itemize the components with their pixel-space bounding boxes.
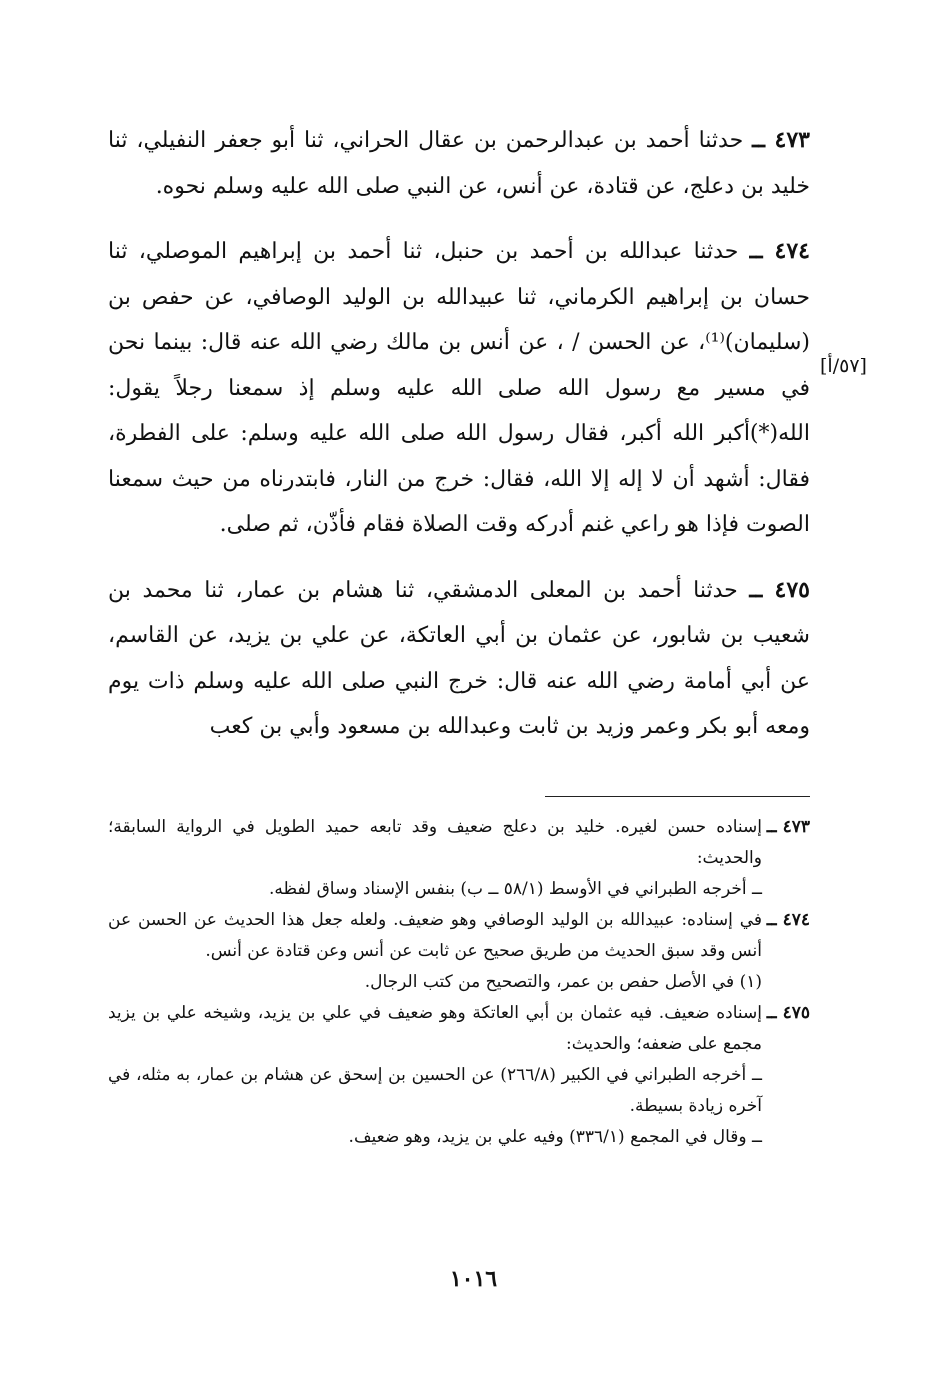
footnote-474: [108, 905, 810, 998]
footnote-line: ــ أخرجه الطبراني في الكبير (٢٦٦/٨) عن الحسين بن إسحق عن هشام بن عمار، به مثله، في آخره زيادة بسيطة.: [108, 1065, 762, 1116]
footnote-line: في إسناده: عبيدالله بن الوليد الوصافي وهو ضعيف. ولعله جعل هذا الحديث عن الحسن عن أنس وقد سبق الحديث من طريق صحيح عن ثابت عن أنس وعن قتادة عن أنس.: [108, 910, 762, 961]
main-text: [108, 118, 810, 770]
page-number: ١٠١٦: [449, 1266, 498, 1292]
footnote-line: ــ وقال في المجمع (٣٣٦/١) وفيه علي بن يزيد، وهو ضعيف.: [348, 1127, 762, 1147]
footnote-text: [108, 998, 762, 1153]
footnote-text: [108, 812, 762, 905]
footnote-number: ٤٧٤ ــ: [766, 910, 810, 930]
hadith-text: حدثنا أحمد بن المعلى الدمشقي، ثنا هشام بن عمار، ثنا محمد بن شعيب بن شابور، عن عثمان بن أبي العاتكة، عن علي بن يزيد، عن القاسم، عن أبي أمامة رضي الله عنه قال: خرج النبي صلى الله عليه وسلم ذات يوم ومعه أبو بكر وعمر وزيد بن ثابت وعبدالله بن مسعود وأبي بن كعب: [108, 577, 810, 739]
hadith-text: حدثنا أحمد بن عبدالرحمن بن عقال الحراني، ثنا أبو جعفر النفيلي، ثنا خليد بن دعلج، عن قتادة، عن أنس، عن النبي صلى الله عليه وسلم نحوه.: [108, 128, 810, 199]
footnote-text: [108, 905, 762, 998]
footnote-line: ــ أخرجه الطبراني في الأوسط (٥٨/١ ــ ب) بنفس الإسناد وساق لفظه.: [268, 879, 762, 899]
hadith-number: ٤٧٣ ــ: [752, 127, 810, 153]
hadith-number: ٤٧٤ ــ: [749, 238, 810, 264]
footnote-473: [108, 812, 810, 905]
footnote-line: إسناده ضعيف. فيه عثمان بن أبي العاتكة وهو ضعيف في علي بن يزيد، وشيخه علي بن يزيد مجمع على ضعفه؛ والحديث:: [108, 1003, 762, 1054]
hadith-473: [108, 118, 810, 209]
footnote-line: (١) في الأصل حفص بن عمر، والتصحيح من كتب الرجال.: [364, 972, 762, 992]
footnote-475: [108, 998, 810, 1153]
footnote-number: ٤٧٣ ــ: [766, 817, 810, 837]
hadith-474: [108, 229, 810, 548]
hadith-475: [108, 568, 810, 750]
footnote-divider: [545, 796, 810, 797]
footnote-line: إسناده حسن لغيره. خليد بن دعلج ضعيف وقد تابعه حميد الطويل في الرواية السابقة؛ والحديث:: [108, 817, 762, 868]
footnote-number: ٤٧٥ ــ: [766, 1003, 810, 1023]
manuscript-folio-marker: [٥٧/أ]: [820, 355, 867, 377]
hadith-number: ٤٧٥ ــ: [749, 576, 810, 603]
hadith-text: حدثنا عبدالله بن أحمد بن حنبل، ثنا أحمد بن إبراهيم الموصلي، ثنا حسان بن إبراهيم الكرماني، ثنا عبيدالله بن الوليد الوصافي، عن حفص بن (سليمان)⁽¹⁾، عن الحسن / ، عن أنس بن مالك رضي الله عنه قال: بينما نحن في مسير مع رسول الله صلى الله عليه وسلم إذ سمعنا رجلاً يقول: الله(*)أكبر الله أكبر، فقال رسول الله صلى الله عليه وسلم: على الفطرة، فقال: أشهد أن لا إله إلا الله، فقال: خرج من النار، فابتدرناه من حيث سمعنا الصوت فإذا هو راعي غنم أدركه وقت الصلاة فقام فأذّن، ثم صلى.: [108, 239, 810, 537]
footnotes: [108, 812, 810, 1153]
